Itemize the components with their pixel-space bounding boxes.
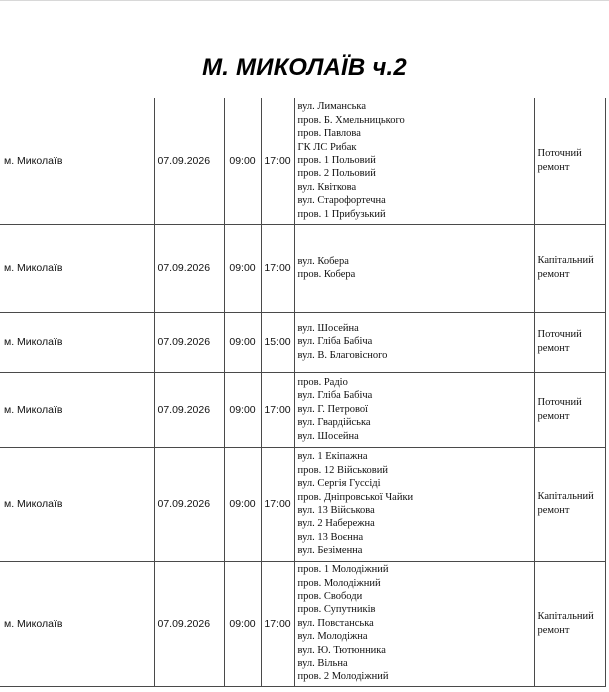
city-cell: м. Миколаїв	[0, 447, 154, 561]
street-name: вул. 13 Військова	[297, 505, 375, 516]
street-name: вул. В. Благовісного	[297, 349, 388, 361]
street-name: вул. Кобера	[297, 255, 349, 267]
street-name: пров. Кобера	[297, 269, 356, 280]
page-title: М. МИКОЛАЇВ ч.2	[202, 54, 407, 81]
work-type-cell	[534, 98, 605, 224]
street-name: вул. Сергія Гуссіді	[297, 478, 381, 490]
work-type-cell	[534, 372, 605, 447]
work-type-text: Поточний	[537, 396, 582, 408]
work-type-cell	[534, 224, 605, 312]
outage-schedule-table	[0, 98, 606, 687]
work-type-text: Капітальний	[537, 255, 594, 266]
street-name: пров. Молодіжний	[297, 577, 381, 589]
start-time-cell: 09:00	[224, 98, 261, 224]
streets-cell	[294, 224, 534, 312]
street-name: вул. 2 Набережна	[297, 518, 375, 530]
table-row	[0, 561, 605, 686]
end-time-cell: 17:00	[261, 447, 294, 561]
street-name: вул. Шосейна	[297, 430, 359, 442]
streets-cell	[294, 447, 534, 561]
date-cell: 07.09.2026	[154, 224, 224, 312]
work-type-text: ремонт	[537, 269, 570, 280]
work-type-cell	[534, 561, 605, 686]
street-name: вул. Г. Петрової	[297, 403, 369, 415]
street-name: пров. 1 Молодіжний	[297, 564, 389, 576]
date-cell: 07.09.2026	[154, 372, 224, 447]
top-rule	[0, 0, 609, 1]
city-cell: м. Миколаїв	[0, 98, 154, 224]
street-name: пров. Свободи	[297, 590, 363, 602]
city-cell: м. Миколаїв	[0, 561, 154, 686]
work-type-text: ремонт	[537, 161, 570, 173]
city-cell: м. Миколаїв	[0, 372, 154, 447]
work-type-text: Капітальний	[537, 610, 594, 622]
end-time-cell: 15:00	[261, 312, 294, 372]
street-name: вул. Безіменна	[297, 545, 363, 557]
work-type-text: Поточний	[537, 329, 582, 340]
end-time-cell: 17:00	[261, 372, 294, 447]
work-type-text: Капітальний	[537, 491, 594, 502]
date-cell: 07.09.2026	[154, 312, 224, 372]
work-type-text: ремонт	[537, 505, 570, 516]
street-name: пров. 2 Польовий	[297, 168, 376, 180]
work-type-cell	[534, 312, 605, 372]
date-cell: 07.09.2026	[154, 98, 224, 224]
schedule-body	[0, 98, 605, 686]
table-row	[0, 224, 605, 312]
start-time-cell: 09:00	[224, 561, 261, 686]
end-time-cell: 17:00	[261, 224, 294, 312]
city-cell: м. Миколаїв	[0, 224, 154, 312]
work-type-text: ремонт	[537, 624, 570, 636]
date-cell: 07.09.2026	[154, 447, 224, 561]
street-name: пров. Радіо	[297, 376, 348, 388]
street-name: пров. 2 Молодіжний	[297, 671, 389, 683]
start-time-cell: 09:00	[224, 224, 261, 312]
street-name: вул. Гліба Бабіча	[297, 336, 373, 348]
street-name: вул. Лиманська	[297, 101, 367, 113]
streets-cell	[294, 561, 534, 686]
street-name: пров. Супутників	[297, 604, 376, 616]
end-time-cell: 17:00	[261, 561, 294, 686]
work-type-text: ремонт	[537, 343, 570, 354]
street-name: пров. 1 Польовий	[297, 155, 376, 167]
street-name: вул. 13 Воєнна	[297, 531, 364, 543]
street-name: вул. Квіткова	[297, 181, 357, 193]
street-name: вул. Ю. Тютюнника	[297, 644, 386, 656]
streets-cell	[294, 98, 534, 224]
street-name: пров. 12 Військовий	[297, 464, 388, 476]
street-name: вул. Повстанська	[297, 617, 374, 629]
street-name: пров. Павлова	[297, 128, 361, 140]
street-name: пров. 1 Прибузький	[297, 208, 386, 220]
street-name: пров. Б. Хмельницького	[297, 114, 405, 126]
street-name: вул. Гвардійська	[297, 417, 371, 429]
work-type-text: Поточний	[537, 147, 582, 159]
table-row	[0, 447, 605, 561]
date-cell: 07.09.2026	[154, 561, 224, 686]
street-name: вул. Вільна	[297, 658, 348, 670]
street-name: ГК ЛС Рибак	[297, 141, 357, 153]
street-name: вул. Шосейна	[297, 322, 359, 334]
work-type-cell	[534, 447, 605, 561]
end-time-cell: 17:00	[261, 98, 294, 224]
work-type-text: ремонт	[537, 410, 570, 422]
city-cell: м. Миколаїв	[0, 312, 154, 372]
streets-cell	[294, 372, 534, 447]
street-name: пров. Дніпровської Чайки	[297, 491, 414, 503]
table-row	[0, 98, 605, 224]
table-row	[0, 312, 605, 372]
streets-cell	[294, 312, 534, 372]
street-name: вул. 1 Екіпажна	[297, 451, 368, 463]
start-time-cell: 09:00	[224, 312, 261, 372]
street-name: вул. Гліба Бабіча	[297, 390, 373, 402]
start-time-cell: 09:00	[224, 447, 261, 561]
street-name: вул. Молодіжна	[297, 631, 368, 643]
street-name: вул. Старофортечна	[297, 195, 386, 207]
start-time-cell: 09:00	[224, 372, 261, 447]
table-row	[0, 372, 605, 447]
